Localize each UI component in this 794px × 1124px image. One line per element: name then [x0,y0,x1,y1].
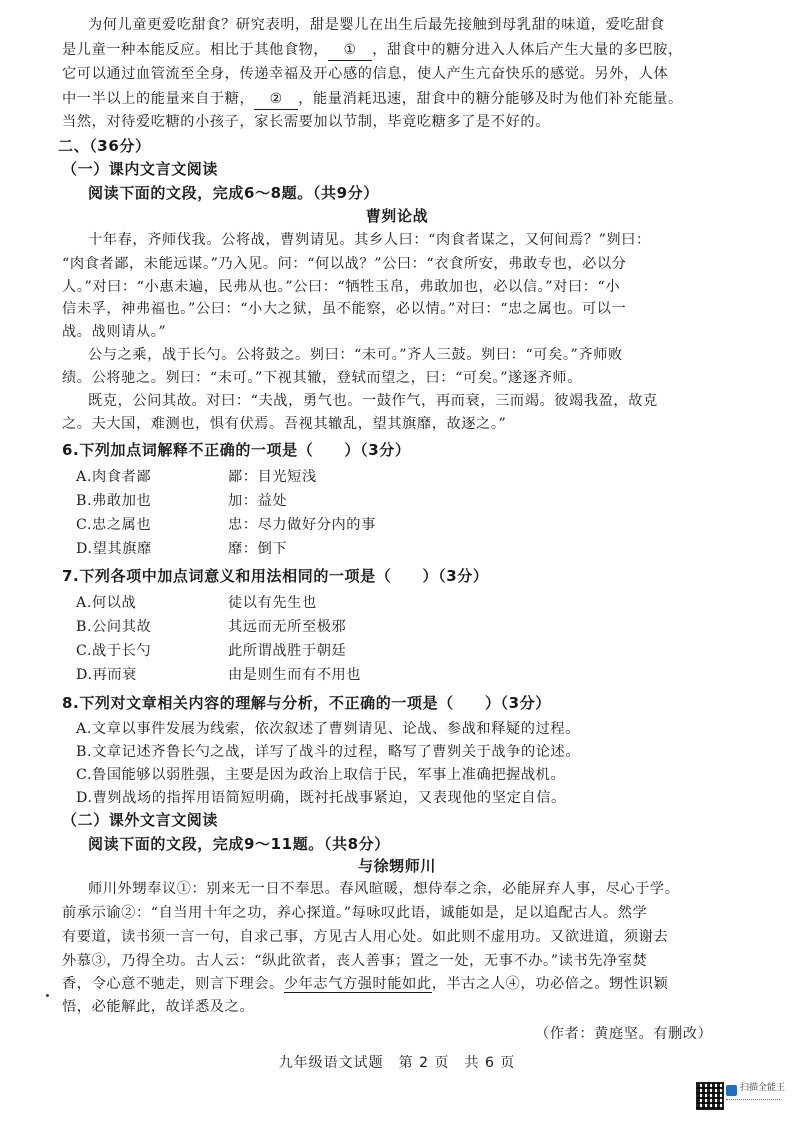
scan-speck [46,994,49,997]
question-8-option[interactable]: C.鲁国能够以弱胜强，主要是因为政治上取信于民，军事上准确把握战机。 [76,767,566,783]
blank-2[interactable]: ② [254,89,298,110]
passage-2-line: 有要道，读书须一言一句，自求己事，方见古人用心处。如此则不虚用功。又欲进道，须谢去 [62,929,669,945]
passage-2-line: 前承示谕②：“自当用十年之功，养心探道。”每咏叹此语，诚能如是，足以追配古人。然学 [62,905,648,921]
passage-2-title: 与徐甥师川 [357,857,436,875]
passage-2-line: 师川外甥奉议①：别来无一日不奉思。春风暄暖，想侍奉之余，必能屏弃人事，尽心于学。 [88,881,680,897]
passage-1-title: 曹刿论战 [365,207,429,225]
intro-line-4: 中一半以上的能量来自于糖， ② ，能量消耗迅速，甜食中的糖分能够及时为他们补充能量。 [62,89,683,110]
question-8-option[interactable]: B.文章记述齐鲁长勺之战，详写了战斗的过程，略写了曹刿关于战争的论述。 [76,744,581,760]
passage-1-line: 之。夫大国，难测也，惧有伏焉。吾视其辙乱，望其旗靡，故逐之。” [62,416,507,432]
passage-2-line: 香，令心意不驰走，则言下理会。少年志气方强时能如此，半古之人④，功必倍之。甥性识颖 [62,976,669,992]
section-title: 二、（36分） [58,137,151,155]
instruction-2: 阅读下面的文段，完成9～11题。（共8分） [88,835,390,853]
passage-1-line: “肉食者鄙，未能远谋。”乃入见。问：“何以战？”公曰：“衣食所安，弗敢专也，必以分 [62,256,627,272]
instruction-1: 阅读下面的文段，完成6～8题。（共9分） [88,184,379,202]
qr-code-icon [696,1082,724,1110]
page-footer: 九年级语文试题 第 2 页 共 6 页 [278,1055,516,1071]
passage-1-line: 战。战则请从。” [62,324,167,340]
passage-1-line: 公与之乘，战于长勺。公将鼓之。刿曰：“未可。”齐人三鼓。刿曰：“可矣。”齐师败 [88,347,623,363]
subsection-1-title: （一）课内文言文阅读 [62,160,219,178]
intro-line-5: 当然，对待爱吃糖的小孩子，家长需要加以节制，毕竟吃糖多了是不好的。 [62,114,550,130]
passage-1-line: 人。”对曰：“小惠未遍，民弗从也。”公曰：“牺牲玉帛，弗敢加也，必以信。”对曰：“小 [62,279,621,295]
underlined-sentence: 少年志气方强时能如此 [283,976,432,992]
intro-line-1: 为何儿童更爱吃甜食？研究表明，甜是婴儿在出生后最先接触到母乳甜的味道，爱吃甜食 [88,17,665,33]
question-8-stem: 8.下列对文章相关内容的理解与分析，不正确的一项是（ ）（3分） [62,694,551,712]
passage-2-line: 外慕③，乃得全功。古人云：“纵此欲者，丧人善事；置之一处，无事不办。”读书先净室焚 [62,953,648,969]
passage-1-line: 十年春，齐师伐我。公将战，曹刿请见。其乡人曰：“肉食者谋之，又何间焉？”刿曰： [88,232,651,248]
exam-page: 为何儿童更爱吃甜食？研究表明，甜是婴儿在出生后最先接触到母乳甜的味道，爱吃甜食 是儿童一种本能反应。相比于其他食物， ① ，甜食中的糖分进入人体后产生大量的多巴胺， 它可以通过血管流至全身，传递幸福及开心感的信息，使人产生亢奋快乐的感觉。另外，人体 中一半以上的能量来自于糖， ② ，能量消耗迅速，甜食中的糖分能够及时为他们补充能量。 当然，对待爱吃糖的小孩子，家长需要加以节制，毕竟吃糖多了是不好的。 二、（36分） （一）课内文言文阅读 阅读下面的文段，完成6～8题。（共9分） 曹刿论战 十年春，齐师伐我。公将战，曹刿请见。其乡人曰：“肉食者谋之，又何间焉？”刿曰： “肉食者鄙，未能远谋。”乃入见。问：“何以战？”公曰：“衣食所安，弗敢专也，必以分 人。”对曰：“小惠未遍，民弗从也。”公曰：“牺牲玉帛，弗敢加也，必以信。”对曰：“小 信未孚，神弗福也。”公曰：“小大之狱，虽不能察，必以情。”对曰：“忠之属也。可以一 战。战则请从。” 公与之乘，战于长勺。公将鼓之。刿曰：“未可。”齐人三鼓。刿曰：“可矣。”齐师败 绩。公将驰之。刿曰：“未可。”下视其辙，登轼而望之，曰：“可矣。”遂逐齐师。 既克，公问其故。对曰：“夫战，勇气也。一鼓作气，再而衰，三而竭。彼竭我盈，故克 之。夫大国，难测也，惧有伏焉。吾视其辙乱，望其旗靡，故逐之。” 6.下列加点词解释不正确的一项是（ ）（3分） A.肉食者鄙 鄙：目光短浅 B.弗敢加也 加：益处 C.忠之属也 忠：尽力做好分内的事 D.望其旗靡 靡：倒下 7.下列各项中加点词意义和用法相同的一项是（ ）（3分） A.何以战 徒以有先生也 B.公问其故 其远而无所至极邪 C.战于长勺 此所谓战胜于朝廷 D.再而衰 由是则生而有不用也 8.下列对文章相关内容的理解与分析，不正确的一项是（ ）（3分） A.文章以事件发展为线索，依次叙述了曹刿请见、论战、参战和释疑的过程。 B.文章记述齐鲁长勺之战，详写了战斗的过程，略写了曹刿关于战争的论述。 C.鲁国能够以弱胜强，主要是因为政治上取信于民，军事上准确把握战机。 D.曹刿战场的指挥用语简短明确，既衬托战事紧迫，又表现他的坚定自信。 （二）课外文言文阅读 阅读下面的文段，完成9～11题。（共8分） 与徐甥师川 师川外甥奉议①：别来无一日不奉思。春风暄暖，想侍奉之余，必能屏弃人事，尽心于学。 前承示谕②：“自当用十年之功，养心探道。”每咏叹此语，诚能如是，足以追配古人。然学 有要道，读书须一言一句，自求己事，方见古人用心处。如此则不虚用功。又欲进道，须谢去 外慕③，乃得全功。古人云：“纵此欲者，丧人善事；置之一处，无事不办。”读书先净室焚 香，令心意不驰走，则言下理会。少年志气方强时能如此，半古之人④，功必倍之。甥性识颖 悟，必能解此，故详悉及之。 （作者：黄庭坚。有删改） 九年级语文试题 第 2 页 共 6 页 扫描全能王 [0,0,794,1124]
intro-line-3: 它可以通过血管流至全身，传递幸福及开心感的信息，使人产生亢奋快乐的感觉。另外，人体 [62,66,669,82]
passage-1-line: 既克，公问其故。对曰：“夫战，勇气也。一鼓作气，再而衰，三而竭。彼竭我盈，故克 [88,393,658,409]
subsection-2-title: （二）课外文言文阅读 [62,811,219,829]
scanner-logo-icon [726,1085,737,1096]
scanner-subline [726,1099,780,1103]
passage-1-line: 信未孚，神弗福也。”公曰：“小大之狱，虽不能察，必以情。”对曰：“忠之属也。可以一 [62,301,627,317]
passage-2-line: 悟，必能解此，故详悉及之。 [62,999,255,1015]
question-8-option[interactable]: D.曹刿战场的指挥用语简短明确，既衬托战事紧迫，又表现他的坚定自信。 [76,790,566,806]
question-6-stem: 6.下列加点词解释不正确的一项是（ ）（3分） [62,441,411,459]
author-note: （作者：黄庭坚。有删改） [535,1026,713,1042]
passage-1-line: 绩。公将驰之。刿曰：“未可。”下视其辙，登轼而望之，曰：“可矣。”遂逐齐师。 [62,370,582,386]
scanner-brand: 扫描全能王 [740,1083,786,1093]
question-7-stem: 7.下列各项中加点词意义和用法相同的一项是（ ）（3分） [62,567,489,585]
intro-line-2: 是儿童一种本能反应。相比于其他食物， ① ，甜食中的糖分进入人体后产生大量的多巴胺， [62,40,683,61]
blank-1[interactable]: ① [328,40,372,61]
question-8-option[interactable]: A.文章以事件发展为线索，依次叙述了曹刿请见、论战、参战和释疑的过程。 [76,721,580,737]
